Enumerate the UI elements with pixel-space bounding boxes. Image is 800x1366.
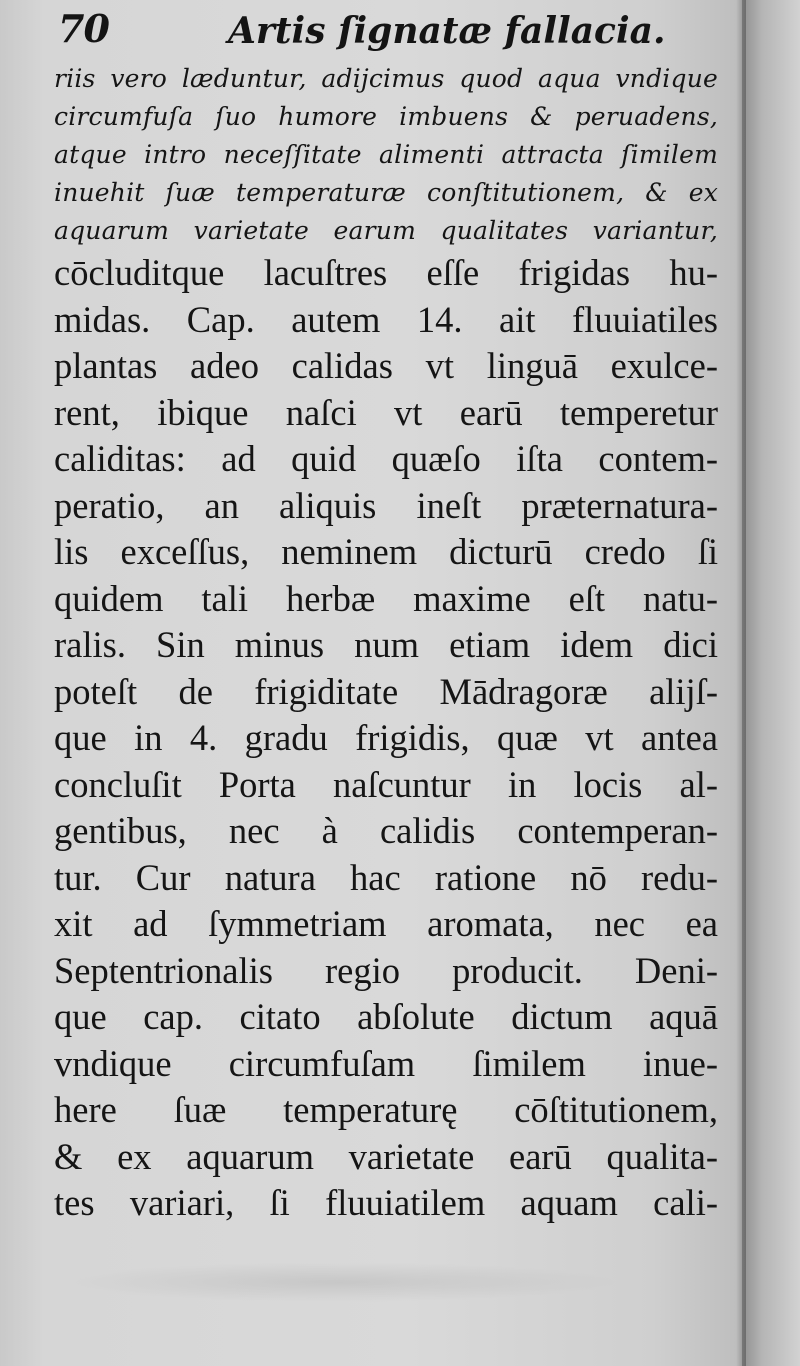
italic-line: circumfuſa ſuo humore imbuens & peruadens, [54, 102, 718, 131]
text-line: que in 4. gradu frigidis, quæ vt antea [54, 717, 718, 758]
italic-line: riis vero læduntur, adijcimus quod aqua vndique [54, 64, 718, 93]
text-line: tur. Cur natura hac ratione nō redu- [54, 856, 718, 898]
text-line: quidem tali herbæ maxime eſt natu- [54, 577, 718, 619]
text-line: poteſt de frigiditate Mādragoræ alijſ- [54, 670, 718, 712]
text-line: plantas adeo calidas vt linguā exulce- [54, 345, 718, 386]
page-header [58, 6, 718, 58]
text-line: gentibus, nec à calidis contemperan- [54, 810, 718, 851]
italic-line: inuehit ſuæ temperaturæ conſtitutionem, & ex [54, 178, 718, 207]
page-edge-shadow [736, 0, 746, 1366]
bleed-through-smudge [60, 1262, 620, 1302]
italic-line: aquarum varietate earum qualitates variantur, [54, 216, 718, 245]
italic-line: atque intro neceſſitate alimenti attracta ſimilem [54, 140, 718, 169]
text-line: peratio, an aliquis ineſt præternatura- [54, 484, 718, 526]
text-line: vndique circumfuſam ſimilem inue- [54, 1042, 718, 1084]
text-line: tes variari, ſi fluuiatilem aquam cali- [54, 1182, 718, 1223]
text-line: Septentrionalis regio producit. Deni- [54, 949, 718, 991]
text-line: que cap. citato abſolute dictum aquā [54, 996, 718, 1037]
text-line: xit ad ſymmetriam aromata, nec ea [54, 903, 718, 944]
text-line: midas. Cap. autem 14. ait fluuiatiles [54, 298, 718, 340]
page-number: 70 [58, 6, 109, 51]
text-line: caliditas: ad quid quæſo iſta contem- [54, 438, 718, 479]
running-title: Artis ſignatæ fallacia. [228, 10, 666, 52]
text-line: here ſuæ temperaturę cōſtitutionem, [54, 1089, 718, 1130]
text-line: cōcluditque lacuſtres eſſe frigidas hu- [54, 252, 718, 293]
book-gutter [742, 0, 800, 1366]
text-line: & ex aquarum varietate earū qualita- [54, 1135, 718, 1177]
body-text [54, 60, 718, 1227]
text-line: ralis. Sin minus num etiam idem dici [54, 624, 718, 665]
text-line: lis exceſſus, neminem dicturū credo ſi [54, 531, 718, 572]
text-line: concluſit Porta naſcuntur in locis al- [54, 763, 718, 805]
text-line: rent, ibique naſci vt earū temperetur [54, 391, 718, 433]
